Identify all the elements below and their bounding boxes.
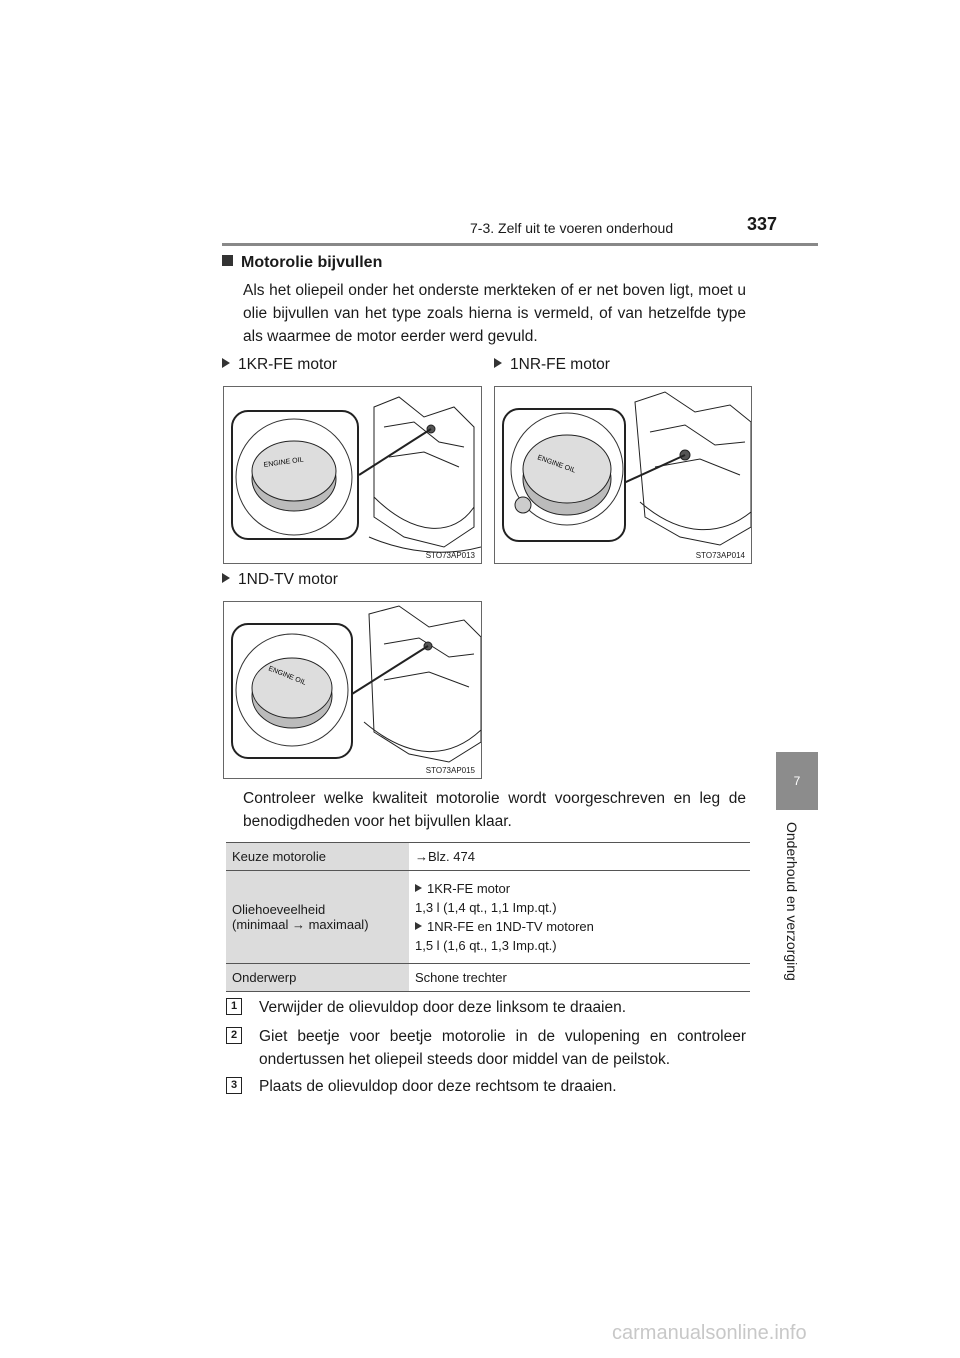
chapter-label: Onderhoud en verzorging (784, 822, 800, 981)
square-bullet-icon (222, 255, 233, 266)
step-text: Giet beetje voor beetje motorolie in de vulopening en controleer ondertussen het oliepeil steeds door middel van de peilstok. (259, 1028, 746, 1068)
table-key-line: (minimaal → maximaal) (232, 917, 369, 932)
cap-label: ENGINE OIL (267, 665, 308, 687)
page-number: 337 (747, 214, 778, 234)
spec-amount: 1,5 l (1,6 qt., 1,3 Imp.qt.) (415, 938, 557, 953)
watermark: carmanualsonline.info (612, 1322, 807, 1344)
figure-1nr-fe (494, 386, 752, 564)
table-key: Onderwerp (226, 964, 409, 992)
figure-caption-text: 1ND-TV motor (238, 571, 338, 588)
section-title (222, 254, 382, 272)
arrow-bullet-icon (494, 358, 502, 368)
intro-paragraph: Als het oliepeil onder het onderste merkteken of er net boven ligt, moet u olie bijvullen van het type zoals hierna is vermeld, of van hetzelfde type als waarmee de motor eerder werd gevuld. (243, 282, 746, 345)
table-value (409, 871, 750, 964)
figure-1kr-fe (223, 386, 482, 564)
step-text: Verwijder de olievuldop door deze linksom te draaien. (259, 999, 627, 1016)
spec-engine: 1KR-FE motor (427, 881, 511, 896)
figure-caption-1 (222, 356, 337, 374)
arrow-bullet-icon (222, 573, 230, 583)
figure-caption-text: 1KR-FE motor (238, 356, 338, 373)
table-key-line: Oliehoeveelheid (232, 902, 326, 917)
table-key (226, 871, 409, 964)
arrow-bullet-icon (415, 922, 422, 930)
figure-1nd-tv (223, 601, 482, 779)
table-value: Schone trechter (409, 964, 750, 992)
header-section-title: 7-3. Zelf uit te voeren onderhoud (470, 220, 674, 236)
section-title-text: Motorolie bijvullen (241, 254, 383, 271)
arrow-bullet-icon (415, 884, 422, 892)
cap-label: ENGINE OIL (263, 456, 304, 469)
step-number: 1 (226, 998, 242, 1015)
table-row (226, 843, 750, 871)
check-paragraph: Controleer welke kwaliteit motorolie wordt voorgeschreven en leg de benodigdheden voor het bijvullen klaar. (243, 790, 746, 830)
table-value: →Blz. 474 (409, 843, 750, 871)
engine-bay-illustration (495, 387, 751, 563)
header-divider (222, 243, 818, 246)
figure-caption-2 (494, 356, 610, 374)
table-key: Keuze motorolie (226, 843, 409, 871)
figure-code: STO73AP013 (425, 551, 475, 560)
figure-caption-text: 1NR-FE motor (510, 356, 610, 373)
cap-label: ENGINE OIL (536, 454, 577, 475)
step-number: 3 (226, 1077, 242, 1094)
figure-code: STO73AP015 (425, 766, 475, 775)
spec-engine: 1NR-FE en 1ND-TV motoren (427, 919, 594, 934)
spec-amount: 1,3 l (1,4 qt., 1,1 Imp.qt.) (415, 900, 557, 915)
chapter-tab: 7 (776, 752, 818, 810)
arrow-bullet-icon (222, 358, 230, 368)
figure-code: STO73AP014 (695, 551, 745, 560)
step-number: 2 (226, 1027, 242, 1044)
table-row (226, 964, 750, 992)
engine-bay-illustration (224, 387, 481, 563)
step-text: Plaats de olievuldop door deze rechtsom te draaien. (259, 1078, 617, 1095)
table-row (226, 871, 750, 964)
figure-caption-3 (222, 571, 338, 589)
engine-bay-illustration (224, 602, 481, 778)
oil-spec-table (226, 842, 750, 992)
